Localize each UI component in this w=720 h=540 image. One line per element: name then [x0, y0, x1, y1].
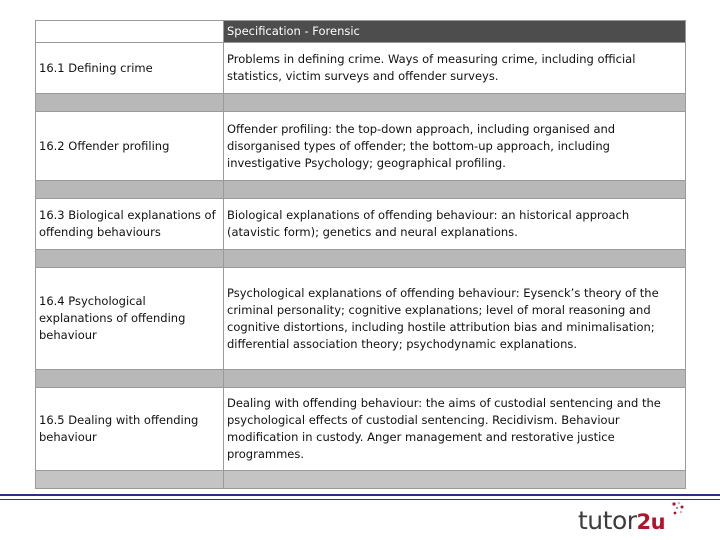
table-header: Specification - Forensic	[224, 21, 686, 43]
table-header-row	[36, 21, 686, 43]
separator-row	[36, 471, 686, 489]
table-row	[36, 388, 686, 471]
logo-dots-icon	[671, 501, 685, 519]
table-row	[36, 268, 686, 370]
separator-row	[36, 181, 686, 199]
table-row	[36, 199, 686, 250]
separator-row	[36, 370, 686, 388]
footer-divider	[0, 494, 720, 496]
content-cell: Psychological explanations of offending behaviour: Eysenck’s theory of the criminal personality; cognitive explanations; level of moral reasoning and cognitive distortions, including hostile attribution bias and minimalisation; differential association theory; psychodynamic explanations.	[224, 268, 686, 370]
topic-cell: 16.1 Defining crime	[36, 43, 224, 94]
topic-cell: 16.2 Offender profiling	[36, 112, 224, 181]
tutor2u-logo	[578, 506, 665, 537]
logo-text: tutor	[578, 506, 637, 535]
topic-cell: 16.5 Dealing with offending behaviour	[36, 388, 224, 471]
logo-number: 2u	[636, 510, 666, 534]
content-cell: Dealing with offending behaviour: the aims of custodial sentencing and the psychological effects of custodial sentencing. Recidivism. Behaviour modification in custody. Anger management and restorative justice programmes.	[224, 388, 686, 471]
content-cell: Biological explanations of offending behaviour: an historical approach (atavistic form); genetics and neural explanations.	[224, 199, 686, 250]
separator-row	[36, 250, 686, 268]
specification-table	[35, 20, 686, 489]
table-row	[36, 43, 686, 94]
header-blank-cell	[36, 21, 224, 43]
footer-divider-thin	[0, 499, 720, 500]
content-cell: Offender profiling: the top-down approach, including organised and disorganised types of offender; the bottom-up approach, including investigative Psychology; geographical profiling.	[224, 112, 686, 181]
table-row	[36, 112, 686, 181]
topic-cell: 16.4 Psychological explanations of offending behaviour	[36, 268, 224, 370]
separator-row	[36, 94, 686, 112]
content-cell: Problems in defining crime. Ways of measuring crime, including official statistics, victim surveys and offender surveys.	[224, 43, 686, 94]
topic-cell: 16.3 Biological explanations of offending behaviours	[36, 199, 224, 250]
